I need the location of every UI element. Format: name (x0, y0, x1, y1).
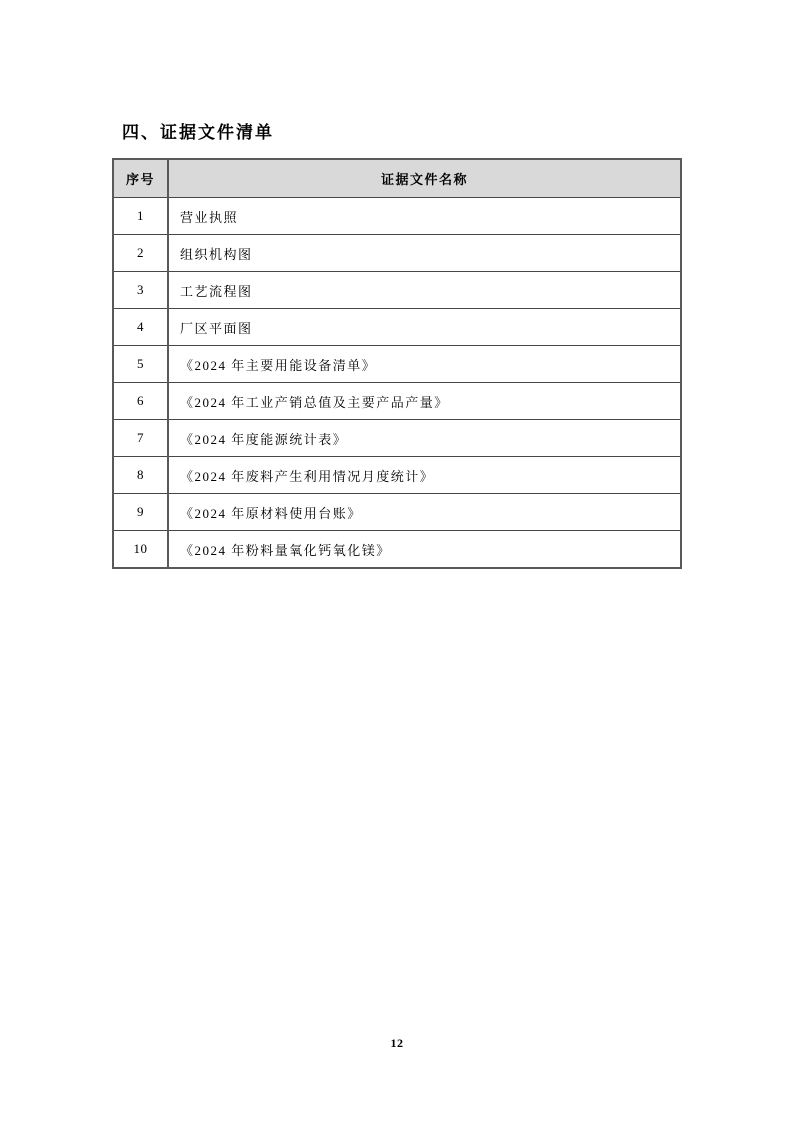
row-file-name: 《2024 年度能源统计表》 (168, 420, 681, 457)
page-number: 12 (390, 1036, 404, 1050)
table-row (113, 346, 681, 383)
header-name: 证据文件名称 (168, 159, 681, 198)
row-index: 3 (113, 272, 168, 309)
table-row (113, 457, 681, 494)
row-file-name: 工艺流程图 (168, 272, 681, 309)
table-row (113, 531, 681, 569)
table-row (113, 198, 681, 235)
row-index: 4 (113, 309, 168, 346)
row-file-name: 厂区平面图 (168, 309, 681, 346)
table-row (113, 494, 681, 531)
row-file-name: 《2024 年工业产销总值及主要产品产量》 (168, 383, 681, 420)
row-index: 7 (113, 420, 168, 457)
table-header-row (113, 159, 681, 198)
row-file-name: 组织机构图 (168, 235, 681, 272)
row-index: 9 (113, 494, 168, 531)
row-index: 1 (113, 198, 168, 235)
row-file-name: 营业执照 (168, 198, 681, 235)
row-index: 6 (113, 383, 168, 420)
row-index: 8 (113, 457, 168, 494)
row-index: 10 (113, 531, 168, 569)
table-row (113, 272, 681, 309)
row-file-name: 《2024 年主要用能设备清单》 (168, 346, 681, 383)
table-row (113, 309, 681, 346)
row-file-name: 《2024 年废料产生利用情况月度统计》 (168, 457, 681, 494)
evidence-file-table (112, 158, 682, 569)
table-row (113, 383, 681, 420)
section-title: 四、证据文件清单 (122, 123, 274, 142)
row-file-name: 《2024 年粉料量氧化钙氧化镁》 (168, 531, 681, 569)
header-index: 序号 (113, 159, 168, 198)
row-index: 2 (113, 235, 168, 272)
row-index: 5 (113, 346, 168, 383)
row-file-name: 《2024 年原材料使用台账》 (168, 494, 681, 531)
table-row (113, 420, 681, 457)
table-row (113, 235, 681, 272)
